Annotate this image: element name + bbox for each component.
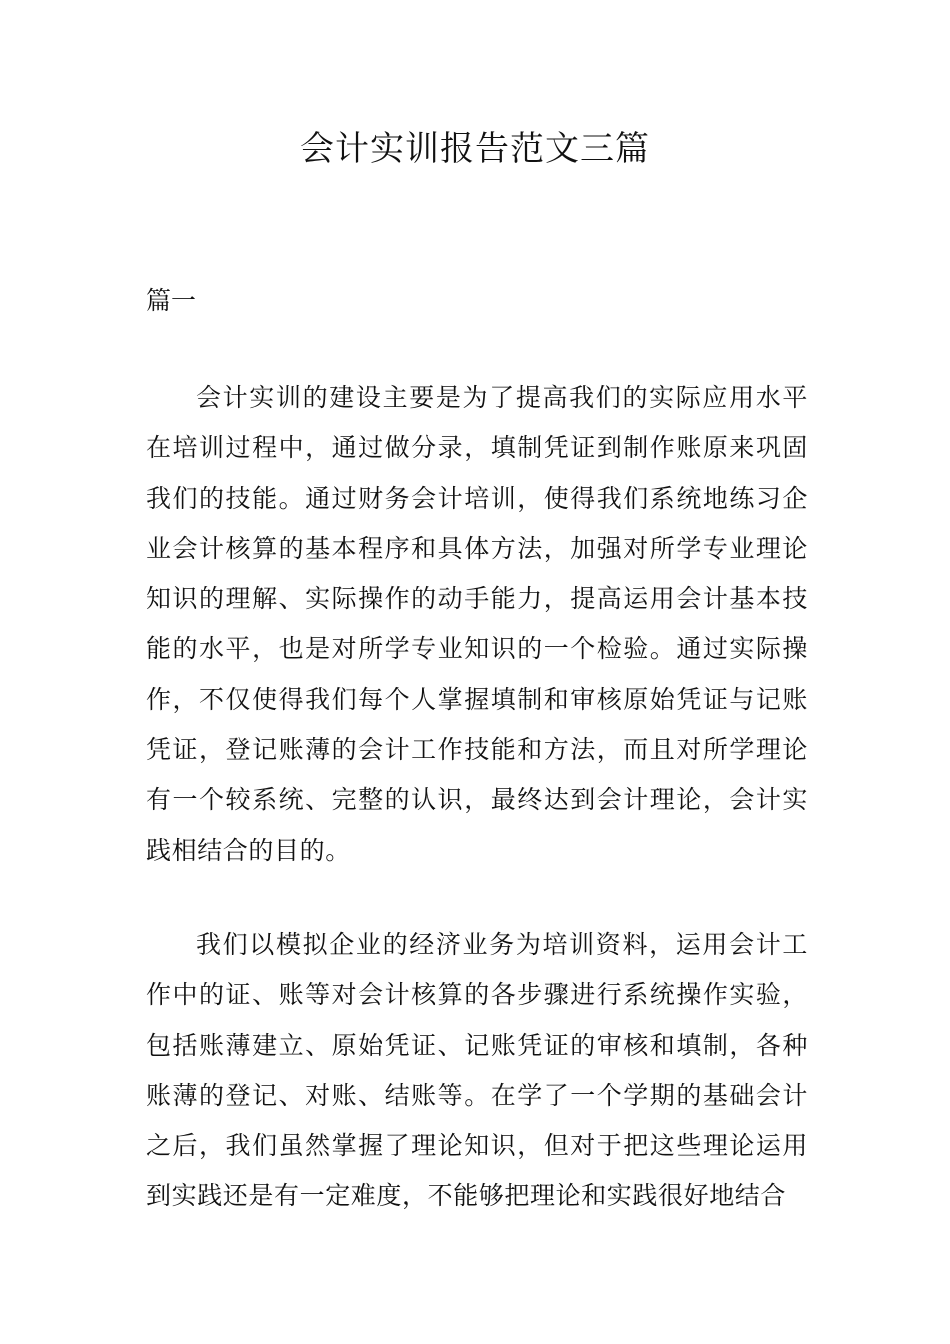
section-label: 篇一 [146,286,197,315]
paragraph: 我们以模拟企业的经济业务为培训资料，运用会计工作中的证、账等对会计核算的各步骤进行系统操作实验，包括账薄建立、原始凭证、记账凭证的审核和填制，各种账薄的登记、对账、结账等。在学了一个学期的基础会计之后，我们虽然掌握了理论知识，但对于把这些理论运用到实践还是有一定难度，不能够把理论和实践很好地结合 [146,930,808,1211]
paragraph: 会计实训的建设主要是为了提高我们的实际应用水平在培训过程中，通过做分录，填制凭证到制作账原来巩固我们的技能。通过财务会计培训，使得我们系统地练习企业会计核算的基本程序和具体方法，加强对所学专业理论知识的理解、实际操作的动手能力，提高运用会计基本技能的水平，也是对所学专业知识的一个检验。通过实际操作，不仅使得我们每个人掌握填制和审核原始凭证与记账凭证，登记账薄的会计工作技能和方法，而且对所学理论有一个较系统、完整的认识，最终达到会计理论，会计实践相结合的目的。 [146,383,808,865]
document-title: 会计实训报告范文三篇 [300,129,650,169]
